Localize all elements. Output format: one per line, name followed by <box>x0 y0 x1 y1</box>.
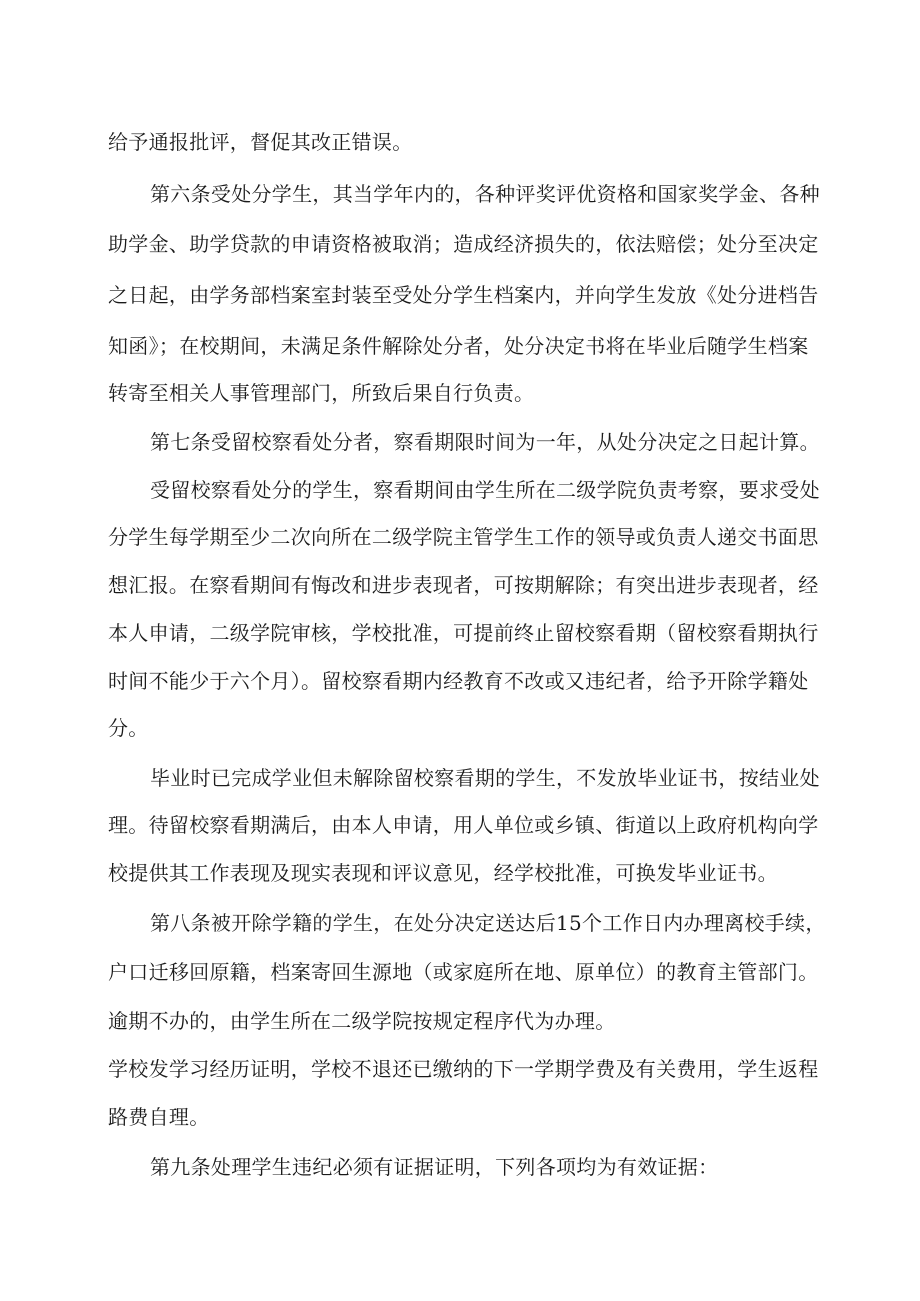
text-line: 想汇报。在察看期间有悔改和进步表现者，可按期解除；有突出进步表现者，经 <box>108 573 819 597</box>
text-line: 分。 <box>108 716 149 740</box>
text-line: 知函》；在校期间，未满足条件解除处分者，处分决定书将在毕业后随学生档案 <box>108 334 809 358</box>
text-line: 学校发学习经历证明，学校不退还已缴纳的下一学期学费及有关费用，学生返程 <box>108 1057 819 1081</box>
text-line: 之日起，由学务部档案室封装至受处分学生档案内，并向学生发放《处分进档告 <box>108 283 819 307</box>
text-line: 第六条受处分学生，其当学年内的，各种评奖评优资格和国家奖学金、各种 <box>150 182 820 206</box>
text-line: 理。待留校察看期满后，由本人申请，用人单位或乡镇、街道以上政府机构向学 <box>108 813 819 837</box>
text-line: 第八条被开除学籍的学生，在处分决定送达后15个工作日内办理离校手续， <box>150 911 826 935</box>
text-line: 时间不能少于六个月）。留校察看期内经教育不改或又违纪者，给予开除学籍处 <box>108 669 809 693</box>
text-line: 第七条受留校察看处分者，察看期限时间为一年，从处分决定之日起计算。 <box>150 430 820 454</box>
text-line: 转寄至相关人事管理部门，所致后果自行负责。 <box>108 381 535 405</box>
text-line: 分学生每学期至少二次向所在二级学院主管学生工作的领导或负责人递交书面思 <box>108 525 819 549</box>
text-line: 受留校察看处分的学生，察看期间由学生所在二级学院负责考察，要求受处 <box>150 478 820 502</box>
text-line: 户口迁移回原籍，档案寄回生源地（或家庭所在地、原单位）的教育主管部门。 <box>108 960 819 984</box>
text-line: 毕业时已完成学业但未解除留校察看期的学生，不发放毕业证书，按结业处 <box>150 766 820 790</box>
text-line: 逾期不办的，由学生所在二级学院按规定程序代为办理。 <box>108 1009 616 1033</box>
text-line: 助学金、助学贷款的申请资格被取消；造成经济损失的，依法赔偿；处分至决定 <box>108 232 819 256</box>
text-line: 第九条处理学生违纪必须有证据证明，下列各项均为有效证据： <box>150 1155 719 1179</box>
text-line: 校提供其工作表现及现实表现和评议意见，经学校批准，可换发毕业证书。 <box>108 861 778 885</box>
text-line: 本人申请，二级学院审核，学校批准，可提前终止留校察看期（留校察看期执行 <box>108 621 819 645</box>
text-line: 给予通报批评，督促其改正错误。 <box>108 130 413 154</box>
text-line: 路费自理。 <box>108 1105 210 1129</box>
